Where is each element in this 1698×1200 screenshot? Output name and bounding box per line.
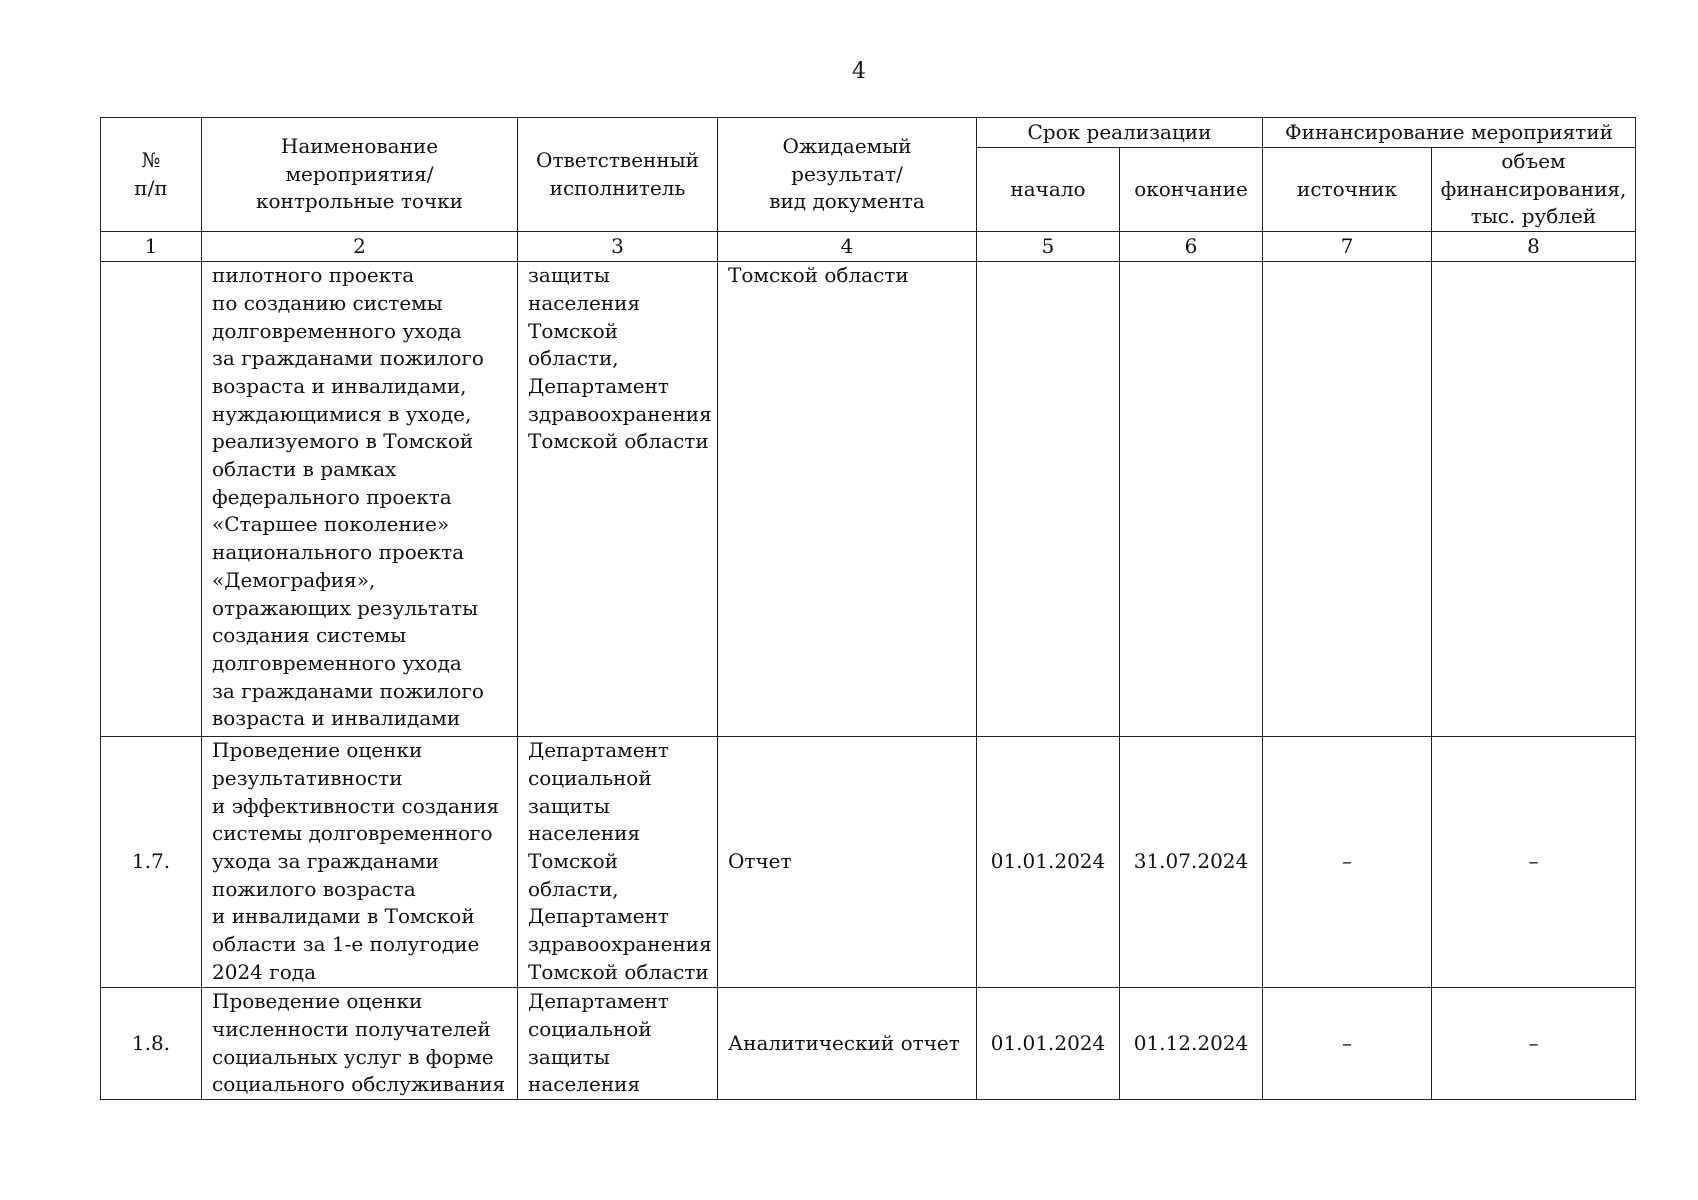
row-executor: Департамент социальной защиты населения Томской области, Департамент здравоохранения Томской области [518, 737, 718, 988]
row-executor: защиты населения Томской области, Департамент здравоохранения Томской области [518, 262, 718, 737]
column-number: 7 [1263, 232, 1432, 262]
column-number-row [101, 232, 1636, 262]
row-end-date [1120, 262, 1263, 737]
header-row-top [101, 118, 1636, 148]
row-activity-name: пилотного проекта по созданию системы долговременного ухода за гражданами пожилого возраста и инвалидами, нуждающимися в уходе, реализуемого в Томской области в рамках федерального проекта «Старшее поколение» национального проекта «Демография», отражающих результаты создания системы долговременного ухода за гражданами пожилого возраста и инвалидами [202, 262, 518, 737]
header-col-result: Ожидаемый результат/ вид документа [718, 118, 977, 232]
row-start-date: 01.01.2024 [977, 737, 1120, 988]
row-number: 1.8. [101, 988, 202, 1100]
header-col-source: источник [1263, 148, 1432, 232]
header-col-amount: объем финансирования, тыс. рублей [1432, 148, 1636, 232]
row-amount: – [1432, 737, 1636, 988]
header-col-end: окончание [1120, 148, 1263, 232]
header-col-start: начало [977, 148, 1120, 232]
row-number: 1.7. [101, 737, 202, 988]
row-activity-name: Проведение оценки численности получателей социальных услуг в форме социального обслуживания [202, 988, 518, 1100]
column-number: 2 [202, 232, 518, 262]
row-amount: – [1432, 988, 1636, 1100]
page-number: 4 [852, 59, 866, 84]
row-start-date [977, 262, 1120, 737]
column-number: 3 [518, 232, 718, 262]
row-end-date: 01.12.2024 [1120, 988, 1263, 1100]
row-start-date: 01.01.2024 [977, 988, 1120, 1100]
column-number: 5 [977, 232, 1120, 262]
header-group-finance: Финансирование мероприятий [1263, 118, 1636, 148]
table-row [101, 988, 1636, 1100]
column-number: 8 [1432, 232, 1636, 262]
action-plan-table [100, 117, 1636, 1100]
column-number: 4 [718, 232, 977, 262]
row-result: Аналитический отчет [718, 988, 977, 1100]
row-result: Отчет [718, 737, 977, 988]
row-activity-name: Проведение оценки результативности и эффективности создания системы долговременного ухода за гражданами пожилого возраста и инвалидами в Томской области за 1-е полугодие 2024 года [202, 737, 518, 988]
header-col-executor: Ответственный исполнитель [518, 118, 718, 232]
column-number: 1 [101, 232, 202, 262]
row-number [101, 262, 202, 737]
row-amount [1432, 262, 1636, 737]
table-row [101, 737, 1636, 988]
row-result: Томской области [718, 262, 977, 737]
column-number: 6 [1120, 232, 1263, 262]
row-source: – [1263, 988, 1432, 1100]
table-row [101, 262, 1636, 737]
row-end-date: 31.07.2024 [1120, 737, 1263, 988]
row-source: – [1263, 737, 1432, 988]
header-col-name: Наименование мероприятия/ контрольные точки [202, 118, 518, 232]
header-group-period: Срок реализации [977, 118, 1263, 148]
row-source [1263, 262, 1432, 737]
header-col-number: № п/п [101, 118, 202, 232]
row-executor: Департамент социальной защиты населения [518, 988, 718, 1100]
